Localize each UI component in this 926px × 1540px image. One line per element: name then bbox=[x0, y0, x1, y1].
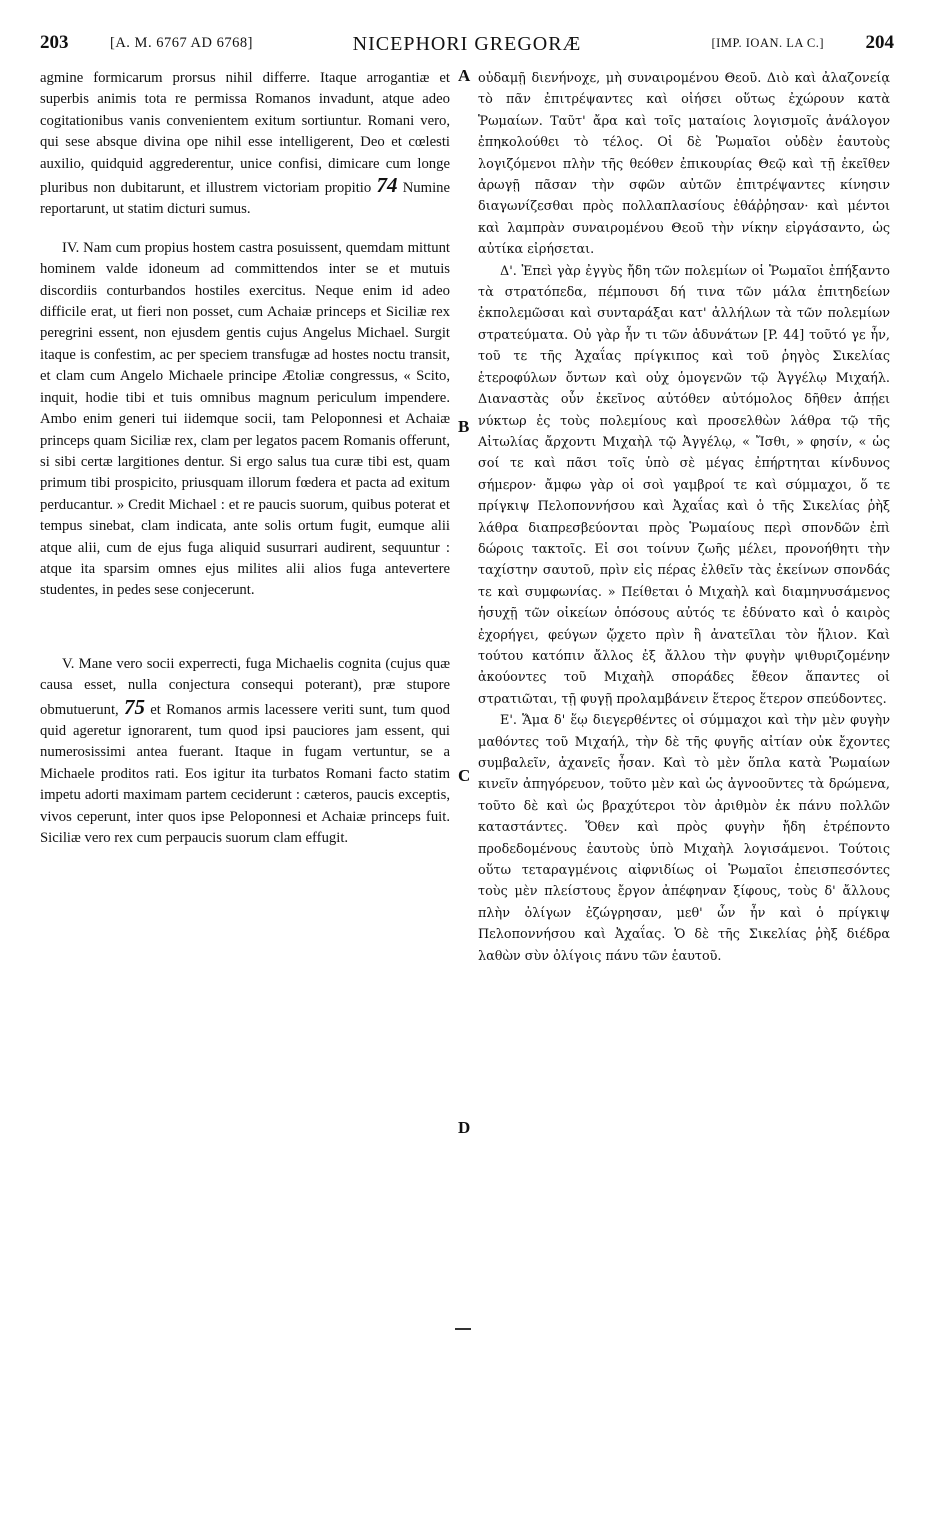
page-number-left: 203 bbox=[40, 32, 69, 53]
greek-p2-text-a: Ἐπεὶ γὰρ ἐγγὺς ἤδη τῶν πολεμίων οἱ Ῥωμαῖοι ἐπήξαντο τὰ στρατόπεδα, πέμπουσι δή τινα τῶν μάλα ἐπιτηδείων ἐκπολεμῶσαι καὶ συνταράξαι κατ' ἀλλήλων τὰ τῶν πολεμίων στρατεύματα. Οὐ γὰρ ἦν τι τῶν ἀδυνάτων bbox=[478, 263, 890, 343]
section-number-delta: Δ'. bbox=[500, 263, 517, 279]
latin-p1-end: Numine reportarunt, ut statim dicturi sumus. bbox=[40, 180, 451, 218]
page-ref-p44: [P. 44] bbox=[763, 327, 805, 343]
running-title: NICEPHORI GREGORÆ bbox=[352, 33, 582, 55]
emperor-bracket-right: [IMP. IOAN. LA C.] bbox=[711, 36, 824, 50]
page-number-right: 204 bbox=[865, 32, 894, 53]
latin-paragraph-1 bbox=[40, 68, 450, 221]
page-ref-75: 75 bbox=[123, 694, 145, 719]
margin-marker-c: C bbox=[458, 766, 471, 785]
greek-paragraph-epsilon bbox=[478, 710, 890, 967]
latin-p2-text: Nam cum propius hostem castra posuissent, quemdam mittunt hominem valde idoneum ad committendos inter se et mutuis discordiis conturbandos hostiles exercitus. Neque enim id adeo difficile erat, ut fieri non posset, cum Achaiæ princeps et Siciliæ rex peregrini essent, non ejusdem gentis cujus Angelus Michael. Surgit itaque is confestim, ac per speciem transfugæ ad hostes noctu transit, et clam cum Angelo Michaele principe Ætoliæ congressus, « Scito, inquit, hodie tibi et tuis omnibus magnum periculum impendere. Ambo enim generi tui iidemque socii, tam Peloponnesi et Achaiæ princeps quam Siciliæ rex, clam per legatos pacem Romanis offerunt, si sibi certæ largitiones dentur. Si ergo salus tua curæ tibi est, quam primum tibi prospicito, priusquam illorum fœdera et pacta ad exitum perducantur. » Credit Michael : et re paucis suorum, quibus poterat et tempus sinebat, clam indicata, ante solis ortum fugit, eumque alii atque alii, cum de ejus fuga aliquid susurrari audirent, sequuntur : atque ita sparsim omnes ejus milites alii alios fuga antevertere studentes, in pedes sese conjecerunt. bbox=[40, 239, 450, 599]
section-number-v: V. bbox=[62, 655, 75, 672]
section-number-epsilon: Ε'. bbox=[500, 713, 517, 729]
spacer bbox=[40, 221, 450, 238]
date-bracket-left: [A. M. 6767 AD 6768] bbox=[110, 35, 253, 51]
greek-column bbox=[478, 68, 890, 967]
section-number-iv: IV. bbox=[62, 239, 80, 256]
greek-p2-text-b: τοῦτό γε ἦν, τοῦ τε τῆς Ἀχαΐας πρίγκιπος καὶ τοῦ ῥηγὸς Σικελίας ἑτεροφύλων ὄντων καὶ οὐχ ὁμογενῶν τῷ Ἀγγέλῳ Μιχαήλ. Διαναστὰς οὖν ἐκεῖνος αὐτόθεν αὐτόμολος δῆθεν ἀπῄει νύκτωρ ἐς τοὺς πολεμίους καὶ προσελθὼν λάθρα τῷ τῆς Αἰτωλίας ἄρχοντι Μιχαὴλ τῷ Ἀγγέλῳ, « Ἴσθι, » φησίν, « ὡς σοί τε καὶ πᾶσι τοῖς ὑπὸ σὲ μέγας ἐπήρτηται κίνδυνος σήμερον· ἄμφω γὰρ οἱ σοὶ γαμβροί τε καὶ σύμμαχοι, ὅ τε πρίγκιψ Πελοποννήσου καὶ Ἀχαΐας καὶ ὁ τῆς Σικελίας ῥὴξ λάθρα διαπρεσβεύονται πρὸς Ῥωμαίους περὶ σπονδῶν ἐπὶ δώροις τακτοῖς. Εἰ σοι τοίνυν ζωῆς μέλει, προνοήθητι τὴν ταχίστην σαυτοῦ, πρὶν εἰς πέρας ἐλθεῖν τὰς ἐκείνων σπονδάς τε καὶ συμφωνίας. » Πείθεται ὁ Μιχαὴλ καὶ διαμηνυσάμενος ἡσυχῇ τῶν οἰκείων ὁπόσους αὐτός τε ἐδύνατο καὶ ὁ καιρὸς ἐχορήγει, φεύγων ᾤχετο πρὶν ἢ ἀνατεῖλαι τὸν ἥλιον. Καὶ τούτου κατόπιν ἄλλος ἐξ ἄλλου τὴν φυγὴν ψιθυριζομένην ἀκούοντες τοῦ Μιχαὴλ σποράδες ἔθεον ἅπαντες οἱ στρατιῶται, τῇ φυγῇ προλαμβάνειν ἕτερος ἕτερον σπεύδοντες. bbox=[478, 327, 890, 707]
latin-paragraph-v bbox=[40, 654, 450, 850]
latin-column bbox=[40, 68, 450, 849]
margin-marker-a: A bbox=[458, 66, 471, 85]
latin-p1-text: agmine formicarum prorsus nihil differre. Itaque arrogantiæ et superbis animis tota re permissa Romanos invadunt, atque adeo cogitationibus vanis convenientem exitum sortiuntur. Romani vero, qui sese absque divina ope nihil esse intelligerent, Deo et cœlesti auxilio, quidquid aggrederentur, unice confisi, dimicare cum longe pluribus non dubitarunt, et illustrem victoriam propitio bbox=[40, 70, 450, 197]
greek-p3-text: Ἅμα δ' ἕῳ διεγερθέντες οἱ σύμμαχοι καὶ τὴν μὲν φυγὴν μαθόντες τοῦ Μιχαήλ, τὴν δὲ τῆς φυγῆς αἰτίαν οὐκ ἔχοντες συμβαλεῖν, ἀχανεῖς ἦσαν. Καὶ τὸ μὲν ὅπλα κατὰ Ῥωμαίων κινεῖν ἀπηγόρευον, τοῦτο μὲν καὶ ὡς ἀγνοοῦντες τὰ δρώμενα, τοῦτο δὲ καὶ ὡς βραχύτεροι τὸν ἀριθμὸν ἐκ πάνυ πολλῶν καταστάντες. Ὅθεν καὶ πρὸς φυγὴν ἤδη ἐτρέποντο προδεδομένους ἑαυτοὺς ὑπὸ Μιχαὴλ λογισάμενοι. Τούτοις οὕτω τεταραγμένοις αἰφνιδίως οἱ Ῥωμαῖοι ἐπεισπεσόντες τοὺς μὲν πλείστους ἔργον ἀπέφηναν ξίφους, τοὺς δ' ἄλλους πλὴν ὀλίγων ἐζώγρησαν, μεθ' ὧν ἦν καὶ ὁ πρίγκιψ Πελοποννήσου καὶ Ἀχαΐας. Ὁ δὲ τῆς Σικελίας ῥὴξ διέδρα λαθὼν σὺν ὀλίγοις πάνυ τῶν ἑαυτοῦ. bbox=[478, 713, 890, 964]
page-ref-74: 74 bbox=[376, 173, 398, 198]
greek-paragraph-delta bbox=[478, 261, 890, 711]
margin-marker-b: B bbox=[458, 417, 470, 436]
end-separator-rule bbox=[455, 1328, 471, 1330]
margin-marker-d: D bbox=[458, 1118, 471, 1137]
greek-p1-text: οὐδαμῇ διενήνοχε, μὴ συναιρομένου Θεοῦ. Διὸ καὶ ἀλαζονείᾳ τὸ πᾶν ἐπιτρέψαντες καὶ οἰήσει οὕτως ἐχώρουν κατὰ Ῥωμαίων. Ταῦτ' ἄρα καὶ τοῖς ματαίοις λογισμοῖς ἀνάλογον ἐπηκολούθει τὸ τέλος. Οἱ δὲ Ῥωμαῖοι οὐδὲν ἑαυτοὺς λογιζόμενοι πλὴν τῆς θεόθεν ἐπικουρίας Θεῷ καὶ τῇ ἐκεῖθεν ἀρωγῇ πᾶσαν τὴν σφῶν αὐτῶν ἐπιτρέψαντες κίνησιν διαγωνίζεσθαι πρὸς πολλαπλασίους ἐθάῤῥησαν· καὶ μέντοι καὶ λαμπρὰν συναιρομένου Θεοῦ τὴν νίκην εἰργάσαντο, ὡς αὐτίκα εἰρήσεται. bbox=[478, 71, 890, 258]
running-header bbox=[40, 32, 894, 60]
latin-paragraph-iv bbox=[40, 238, 450, 602]
latin-p3-text-b: et Romanos armis lacessere veriti sunt, tum quod quid ageretur ignorarent, tum quod ipsi pauciores jam essent, qui numerosissimi antea fuerant. Itaque in fugam vertuntur, se a Michaele proditos rati. Eos igitur ita turbatos Romani facto statim impetu adorti maximam partem ceciderunt : cæteros, paucis exceptis, vivos ceperunt, inter quos ipse Peloponnesi et Achaiæ princeps fuit. Siciliæ vero rex cum perpaucis suorum clam effugit. bbox=[40, 701, 451, 846]
spacer bbox=[40, 602, 450, 654]
latin-p3-text-a: Mane vero socii experrecti, fuga Michaelis cognita (cujus quæ causa esset, nulla conjectura consequi poterant), præ stupore obmutuerunt, bbox=[40, 655, 450, 718]
greek-paragraph-1 bbox=[478, 68, 890, 261]
